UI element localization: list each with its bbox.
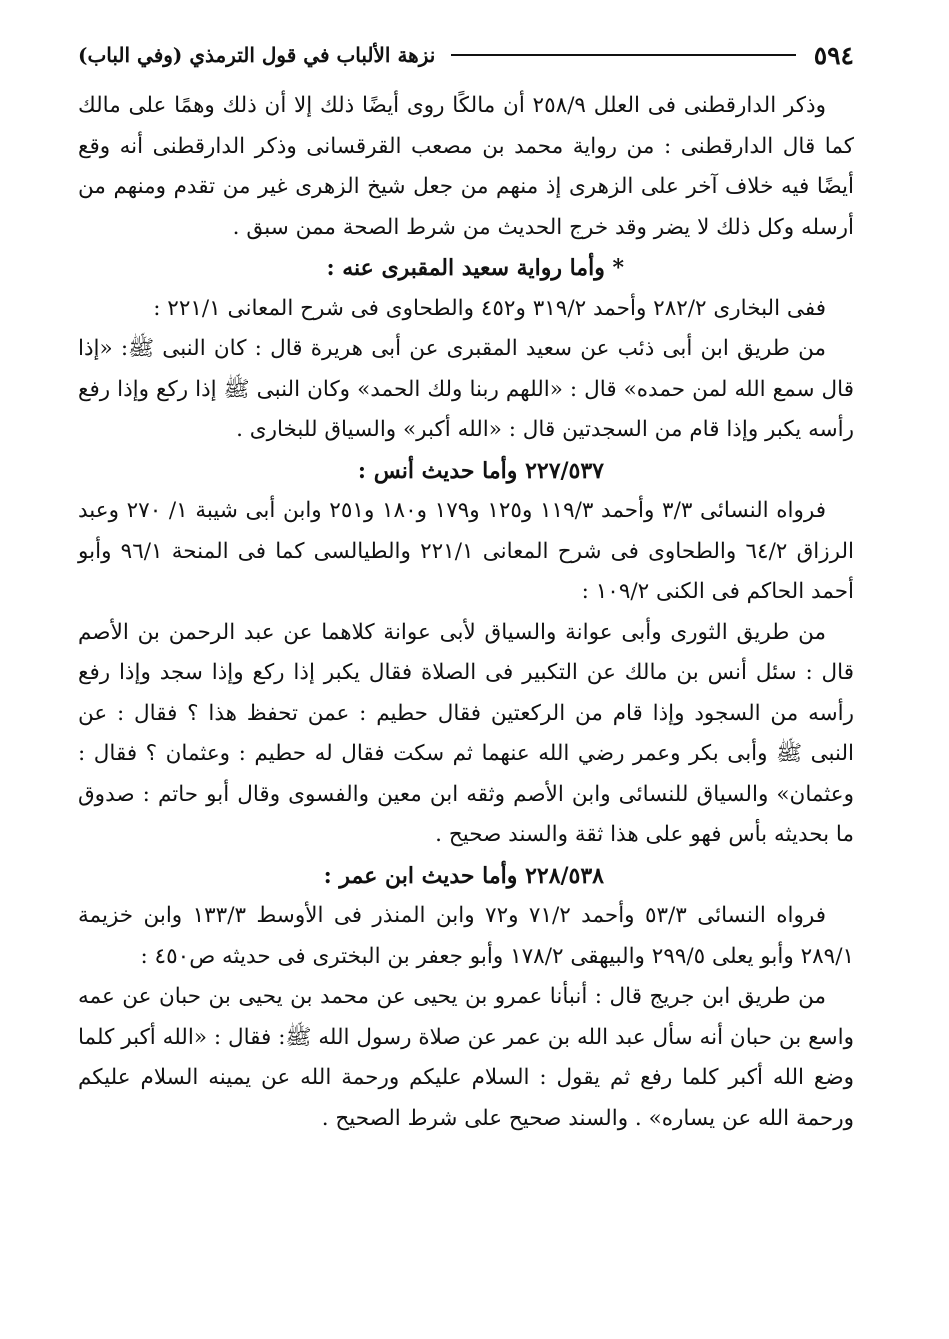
paragraph-ibn-jurayj-chain: من طريق ابن جريج قال : أنبأنا عمرو بن يحيى عن محمد بن يحيى بن حبان عن عمه واسع بن حبان أنه سأل عبد الله بن عمر عن صلاة رسول الله ﷺ: فقال : «الله أكبر كلما وضع الله أكبر كلما رفع ثم يقول : السلام عليكم ورحمة الله عن يمينه السلام عليكم ورحمة الله عن يساره» . والسند صحيح على شرط الصحيح . (78, 984, 854, 1131)
page-header (78, 38, 854, 72)
paragraph-nasai-sources-anas: فرواه النسائى ٣/٣ وأحمد ١١٩/٣ و١٢٥ و١٧٩ و١٨٠ و٢٥١ وابن أبى شيبة ١/ ٢٧٠ وعبد الرزاق ٦٤/٢ والطحاوى فى شرح المعانى ٢٢١/١ والطيالسى كما فى المنحة ٩٦/١ وأبو أحمد الحاكم فى الكنى ١٠٩/٢ : (78, 498, 854, 604)
paragraph-thawri-chain: من طريق الثورى وأبى عوانة والسياق لأبى عوانة كلاهما عن عبد الرحمن بن الأصم قال : سئل أنس بن مالك عن التكبير فى الصلاة فقال يكبر إذا ركع وإذا سجد وإذا رفع رأسه من السجود وإذا قام من الركعتين فقال حطيم : عمن تحفظ هذا ؟ فقال : عن النبى ﷺ وأبى بكر وعمر رضي الله عنهما ثم سكت فقال له حطيم : وعثمان ؟ فقال : وعثمان» والسياق للنسائى وابن الأصم وثقه ابن معين والفسوى وقال أبو حاتم : صدوق ما بحديثه بأس فهو على هذا ثقة والسند صحيح . (78, 619, 854, 847)
page-number: ٥٩٤ (813, 40, 854, 70)
section-heading-anas-hadith: ٢٢٧/٥٣٧ وأما حديث أنس : (357, 457, 604, 484)
paragraph-nasai-sources-ibn-umar: فرواه النسائى ٥٣/٣ وأحمد ٧١/٢ و٧٢ وابن المنذر فى الأوسط ١٣٣/٣ وابن خزيمة ٢٨٩/١ وأبو يعلى ٢٩٩/٥ والبيهقى ١٧٨/٢ وأبو جعفر بن البخترى فى حديثه ص٤٥٠ : (78, 903, 854, 969)
section-heading-ibn-umar-hadith: ٢٢٨/٥٣٨ وأما حديث ابن عمر : (323, 862, 604, 889)
paragraph-bukhari-sources: ففى البخارى ٢٨٢/٢ وأحمد ٣١٩/٢ و٤٥٢ والطحاوى فى شرح المعانى ٢٢١/١ : (153, 295, 826, 321)
header-rule (451, 54, 795, 56)
paragraph-daraqutni-ilal: وذكر الدارقطنى فى العلل ٢٥٨/٩ أن مالكًا روى أيضًا ذلك إلا أن ذلك وهمًا على مالك كما قال الدارقطنى : من رواية محمد بن مصعب القرقسانى وذكر الدارقطنى أنه وقع أيضًا فيه خلاف آخر على الزهرى إذ منهم من جعل شيخ الزهرى غير من تقدم ومنهم من أرسله وكل ذلك لا يضر وقد خرج الحديث من شرط الصحة ممن سبق . (78, 93, 854, 240)
section-heading-saeed-maqburi: * وأما رواية سعيد المقبرى عنه : (326, 255, 624, 281)
running-title: نزهة الألباب في قول الترمذي (وفي الباب) (78, 43, 436, 67)
body-text (78, 86, 854, 1139)
paragraph-ibn-abi-dhib-chain: من طريق ابن أبى ذئب عن سعيد المقبرى عن أبى هريرة قال : كان النبى ﷺ: «إذا قال سمع الله لمن حمده» قال : «اللهم ربنا ولك الحمد» وكان النبى ﷺ إذا ركع وإذا رفع رأسه يكبر وإذا قام من السجدتين قال : «الله أكبر» والسياق للبخارى . (78, 336, 854, 442)
